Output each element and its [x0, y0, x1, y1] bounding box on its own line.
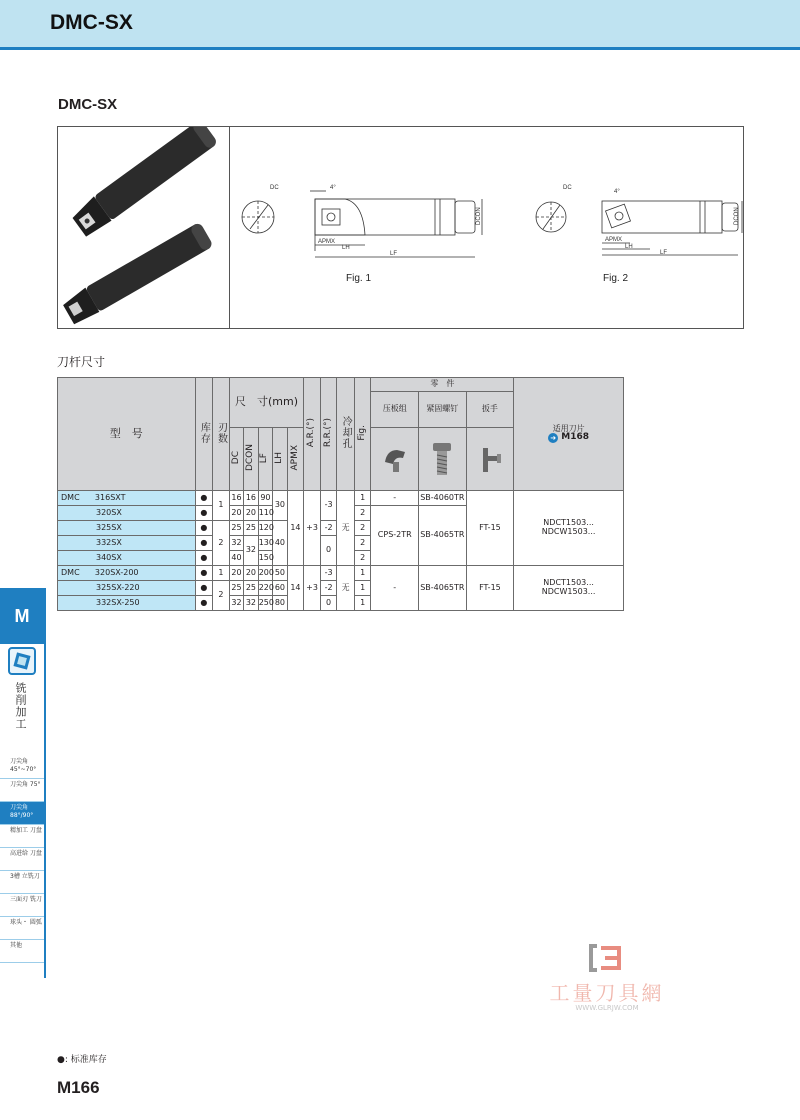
- lf-label-1: LF: [390, 251, 398, 257]
- stock-cell: ●: [195, 596, 213, 611]
- lh-label-2: LH: [625, 244, 633, 250]
- fig-cell: 2: [354, 536, 371, 551]
- stock-cell: ●: [195, 521, 213, 536]
- apmx-cell: 14: [287, 491, 304, 566]
- apmx-cell: 14: [287, 566, 304, 611]
- stock-cell: ●: [195, 566, 213, 581]
- sidebar-item-active[interactable]: 刀尖角 88°/90°: [0, 802, 44, 825]
- rr-cell: -2: [320, 581, 337, 596]
- model-cell: 332SX-250: [58, 596, 196, 611]
- col-size: 尺 寸(mm): [229, 378, 304, 428]
- watermark: [537, 942, 677, 1017]
- dc-cell: 25: [229, 521, 243, 536]
- screw-cell: SB-4065TR: [419, 506, 467, 566]
- technical-drawings: [230, 127, 744, 328]
- fig-cell: 2: [354, 551, 371, 566]
- sidebar-item[interactable]: 刀尖角 45°~70°: [0, 756, 44, 779]
- watermark-logo-icon: [585, 942, 625, 974]
- clamp-cell: -: [371, 491, 419, 506]
- angle-label-2: 4°: [614, 189, 620, 195]
- col-model: 型 号: [58, 378, 196, 491]
- col-parts: 零 件: [371, 378, 514, 392]
- watermark-url: WWW.GLRJW.COM: [575, 1004, 639, 1012]
- sidebar-item[interactable]: 3槽 立铣刀: [0, 871, 44, 894]
- col-stock: 库存: [195, 378, 213, 491]
- col-dc: DC: [229, 428, 243, 491]
- col-dcon: DCON: [244, 428, 258, 491]
- wrench-cell: FT-15: [466, 491, 514, 566]
- product-photo: [58, 127, 229, 328]
- lf-cell: 90: [258, 491, 272, 506]
- product-figure-box: [57, 126, 744, 329]
- dc-cell: 40: [229, 551, 243, 566]
- dc-cell: 32: [229, 536, 243, 551]
- dcon-cell: 20: [244, 566, 258, 581]
- col-wrench: 扳手: [466, 392, 514, 428]
- sidebar-vertical-label: 铣削加工: [14, 682, 27, 730]
- arrow-right-icon: ➜: [548, 433, 558, 443]
- fig-cell: 2: [354, 506, 371, 521]
- clamp-cell: -: [371, 566, 419, 611]
- sidebar-nav: [0, 756, 44, 963]
- rr-cell: 0: [320, 596, 337, 611]
- lf-cell: 110: [258, 506, 272, 521]
- col-lh: LH: [273, 428, 287, 491]
- page-header: [0, 0, 800, 50]
- stock-cell: ●: [195, 581, 213, 596]
- sidebar-item[interactable]: 三面刃 铣刀: [0, 894, 44, 917]
- dc-cell: 25: [229, 581, 243, 596]
- lf-cell: 130: [258, 536, 272, 551]
- spec-table: [57, 377, 624, 611]
- milling-insert-icon: [8, 647, 36, 675]
- dc-cell: 32: [229, 596, 243, 611]
- header-title: DMC-SX: [50, 11, 133, 34]
- dcon-label-2: DCON: [734, 207, 740, 225]
- model-cell: 340SX: [58, 551, 196, 566]
- insert-header-label: 适用刀片: [552, 423, 585, 433]
- stock-cell: ●: [195, 491, 213, 506]
- lf-cell: 200: [258, 566, 272, 581]
- lf-cell: 150: [258, 551, 272, 566]
- insert-page-link[interactable]: ➜ M168: [548, 433, 589, 443]
- dc-cell: 16: [229, 491, 243, 506]
- col-fig: Fig.: [354, 378, 371, 491]
- sidebar-item[interactable]: 球头・ 圆弧: [0, 917, 44, 940]
- col-lf: LF: [258, 428, 272, 491]
- insert-cell: NDCT1503... NDCW1503...: [514, 491, 624, 566]
- lh-cell: 30: [273, 491, 287, 521]
- model-cell: DMC 316SXT: [58, 491, 196, 506]
- sidebar-line: [44, 588, 46, 978]
- model-cell: 320SX: [58, 506, 196, 521]
- insert-cell: NDCT1503... NDCW1503...: [514, 566, 624, 611]
- col-coolant: 冷却孔: [337, 378, 355, 491]
- flutes-cell: 2: [213, 521, 230, 566]
- col-clamp: 压板组: [371, 392, 419, 428]
- sidebar-item[interactable]: 高进给 刀盘: [0, 848, 44, 871]
- dimensions-title: 刀杆尺寸: [57, 355, 106, 369]
- dc-cell: 20: [229, 506, 243, 521]
- sidebar-item[interactable]: 刀尖角 75°: [0, 779, 44, 802]
- col-apmx: APMX: [287, 428, 304, 491]
- dcon-cell: 16: [244, 491, 258, 506]
- fig-cell: 1: [354, 596, 371, 611]
- coolant-cell: 无: [337, 491, 355, 566]
- clamp-cell: CPS-2TR: [371, 506, 419, 566]
- flutes-cell: 2: [213, 581, 230, 611]
- stock-cell: ●: [195, 536, 213, 551]
- lf-label-2: LF: [660, 250, 668, 256]
- screw-cell: SB-4060TR: [419, 491, 467, 506]
- col-flutes: 刃数: [213, 378, 230, 491]
- dcon-label-1: DCON: [476, 207, 482, 225]
- clamp-icon: [371, 428, 419, 491]
- flutes-cell: 1: [213, 566, 230, 581]
- fig-cell: 1: [354, 581, 371, 596]
- sidebar-item[interactable]: 精加工 刀盘: [0, 825, 44, 848]
- dcon-cell: 32: [244, 536, 258, 566]
- table-row: [58, 491, 624, 506]
- screw-cell: SB-4065TR: [419, 566, 467, 611]
- lf-cell: 220: [258, 581, 272, 596]
- model-cell: 332SX: [58, 536, 196, 551]
- lh-cell: 50: [273, 566, 287, 581]
- wrench-icon: [466, 428, 514, 491]
- lf-cell: 250: [258, 596, 272, 611]
- apmx-label-2: APMX: [605, 237, 623, 243]
- stock-cell: ●: [195, 551, 213, 566]
- fig-cell: 1: [354, 491, 371, 506]
- angle-label-1: 4°: [330, 185, 336, 191]
- model-cell: DMC 320SX-200: [58, 566, 196, 581]
- ar-cell: +3: [304, 566, 321, 611]
- fig2-caption: Fig. 2: [603, 273, 629, 284]
- col-insert: [514, 378, 624, 491]
- stock-cell: ●: [195, 506, 213, 521]
- dcon-cell: 32: [244, 596, 258, 611]
- page-number: M166: [57, 1078, 100, 1097]
- lh-cell: 60: [273, 581, 287, 596]
- fig-cell: 1: [354, 566, 371, 581]
- lh-cell: 80: [273, 596, 287, 611]
- model-cell: 325SX: [58, 521, 196, 536]
- rr-cell: 0: [320, 536, 337, 566]
- lh-label-1: LH: [342, 245, 350, 251]
- ar-cell: +3: [304, 491, 321, 566]
- dcon-cell: 20: [244, 506, 258, 521]
- fig1-caption: Fig. 1: [346, 273, 372, 284]
- model-cell: 325SX-220: [58, 581, 196, 596]
- dcon-cell: 25: [244, 521, 258, 536]
- section-title: DMC-SX: [58, 96, 118, 113]
- apmx-label-1: APMX: [318, 239, 336, 245]
- sidebar-item[interactable]: 其他: [0, 940, 44, 963]
- lf-cell: 120: [258, 521, 272, 536]
- rr-cell: -2: [320, 521, 337, 536]
- dc-label-2: DC: [563, 185, 572, 191]
- fig-cell: 2: [354, 521, 371, 536]
- rr-cell: -3: [320, 491, 337, 521]
- col-ar: A.R.(°): [304, 378, 321, 491]
- col-screw: 紧固螺钉: [419, 392, 467, 428]
- col-rr: R.R.(°): [320, 378, 337, 491]
- dcon-cell: 25: [244, 581, 258, 596]
- lh-cell: 40: [273, 521, 287, 566]
- wrench-cell: FT-15: [466, 566, 514, 611]
- footnote: ●: 标准库存: [57, 1055, 107, 1065]
- sidebar-tab-m[interactable]: M: [0, 588, 44, 644]
- dc-label: DC: [270, 185, 279, 191]
- dc-cell: 20: [229, 566, 243, 581]
- rr-cell: -3: [320, 566, 337, 581]
- table-row: [58, 566, 624, 581]
- watermark-text: 工量刀具網: [549, 981, 665, 1005]
- flutes-cell: 1: [213, 491, 230, 521]
- coolant-cell: 无: [337, 566, 355, 611]
- screw-icon: [419, 428, 467, 491]
